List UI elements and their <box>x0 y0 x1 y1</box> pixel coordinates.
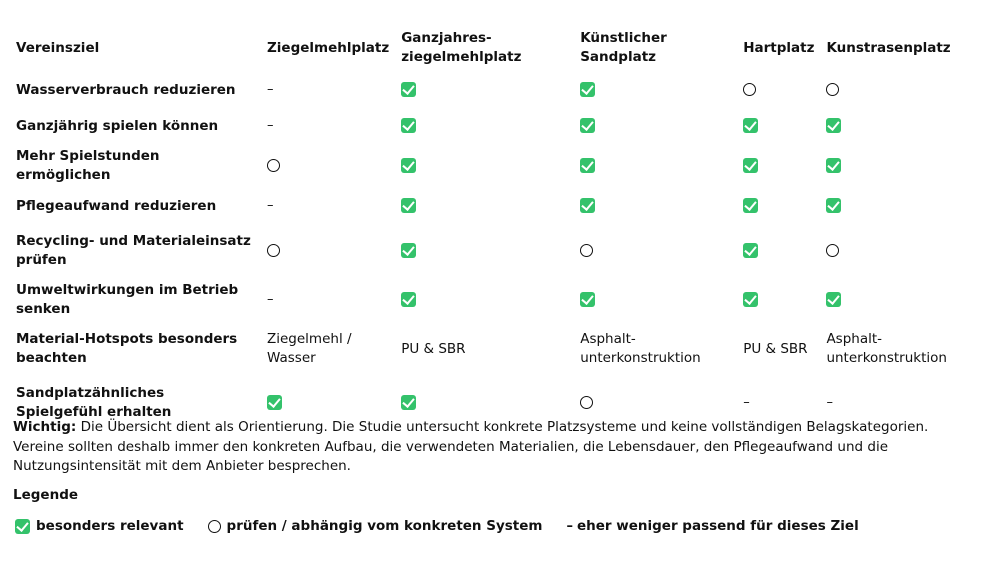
rating-cell <box>261 278 395 322</box>
circle-icon <box>826 244 839 257</box>
material-text: PU & SBR <box>401 340 466 357</box>
checkmark-icon <box>580 118 595 133</box>
checkmark-icon <box>826 158 841 173</box>
checkmark-icon <box>743 198 758 213</box>
goal-cell: Ganzjährig spielen können <box>16 117 219 134</box>
legend-item-dash <box>566 518 858 534</box>
rating-cell <box>820 278 960 322</box>
goal-cell: Wasserverbrauch reduzieren <box>16 81 236 98</box>
rating-cell <box>737 224 820 278</box>
table-row <box>10 278 960 322</box>
table-row <box>10 108 960 144</box>
circle-icon <box>208 520 221 533</box>
rating-cell <box>395 188 574 224</box>
checkmark-icon <box>743 118 758 133</box>
goal-cell: Sandplatzähnliches Spielgefühl erhalten <box>16 385 172 420</box>
rating-cell <box>395 278 574 322</box>
rating-cell <box>261 108 395 144</box>
legend-title: Legende <box>13 487 79 503</box>
checkmark-icon <box>401 118 416 133</box>
rating-cell <box>737 72 820 108</box>
table-row <box>10 72 960 108</box>
checkmark-icon <box>580 292 595 307</box>
checkmark-icon <box>401 243 416 258</box>
material-text: Asphalt- unterkonstruktion <box>580 331 701 366</box>
rating-cell <box>395 224 574 278</box>
circle-icon <box>267 159 280 172</box>
important-note <box>13 418 973 477</box>
checkmark-icon <box>743 243 758 258</box>
rating-cell <box>261 144 395 188</box>
rating-cell <box>261 224 395 278</box>
checkmark-icon <box>743 292 758 307</box>
rating-cell <box>395 144 574 188</box>
goal-cell: Mehr Spielstunden ermöglichen <box>16 148 160 183</box>
column-header-0: Vereinsziel <box>16 39 100 56</box>
rating-cell <box>820 322 960 376</box>
table-row <box>10 144 960 188</box>
goal-surface-table <box>10 24 960 430</box>
checkmark-icon <box>401 395 416 410</box>
legend-check-label: besonders relevant <box>36 518 184 534</box>
note-label: Wichtig: <box>13 419 77 435</box>
legend-dash-label: eher weniger passend für dieses Ziel <box>576 518 859 534</box>
legend <box>15 518 883 534</box>
rating-cell <box>737 188 820 224</box>
rating-cell <box>574 72 737 108</box>
rating-cell <box>574 278 737 322</box>
rating-cell <box>737 322 820 376</box>
material-text: Ziegelmehl / Wasser <box>267 331 352 366</box>
circle-icon <box>826 83 839 96</box>
column-header-3: Künstlicher Sandplatz <box>580 30 667 65</box>
rating-cell <box>261 322 395 376</box>
circle-icon <box>267 244 280 257</box>
checkmark-icon <box>267 395 282 410</box>
legend-circle-label: prüfen / abhängig vom konkreten System <box>226 518 543 534</box>
dash-icon: – <box>743 395 750 411</box>
rating-cell <box>820 188 960 224</box>
table-header-row <box>10 24 960 72</box>
checkmark-icon <box>826 292 841 307</box>
circle-icon <box>580 396 593 409</box>
dash-icon: – <box>566 518 573 534</box>
rating-cell <box>820 108 960 144</box>
checkmark-icon <box>826 198 841 213</box>
checkmark-icon <box>401 292 416 307</box>
dash-icon: – <box>267 118 274 134</box>
rating-cell <box>820 72 960 108</box>
rating-cell <box>395 72 574 108</box>
checkmark-icon <box>15 519 30 534</box>
legend-item-check <box>15 518 184 534</box>
checkmark-icon <box>580 82 595 97</box>
checkmark-icon <box>743 158 758 173</box>
rating-cell <box>737 108 820 144</box>
rating-cell <box>261 188 395 224</box>
rating-cell <box>574 108 737 144</box>
circle-icon <box>743 83 756 96</box>
checkmark-icon <box>401 82 416 97</box>
table-row <box>10 322 960 376</box>
dash-icon: – <box>826 395 833 411</box>
rating-cell <box>737 278 820 322</box>
checkmark-icon <box>580 158 595 173</box>
rating-cell <box>820 144 960 188</box>
rating-cell <box>574 144 737 188</box>
goal-cell: Recycling- und Materialeinsatz prüfen <box>16 233 251 268</box>
goal-cell: Pflegeaufwand reduzieren <box>16 197 217 214</box>
table-row <box>10 188 960 224</box>
checkmark-icon <box>580 198 595 213</box>
rating-cell <box>574 224 737 278</box>
checkmark-icon <box>826 118 841 133</box>
rating-cell <box>261 72 395 108</box>
table-row <box>10 224 960 278</box>
rating-cell <box>395 108 574 144</box>
goal-cell: Umweltwirkungen im Betrieb senken <box>16 282 239 317</box>
column-header-1: Ziegelmehlplatz <box>267 39 390 56</box>
goal-cell: Material-Hotspots besonders beachten <box>16 331 238 366</box>
circle-icon <box>580 244 593 257</box>
rating-cell <box>737 144 820 188</box>
dash-icon: – <box>267 198 274 214</box>
dash-icon: – <box>267 82 274 98</box>
material-text: Asphalt- unterkonstruktion <box>826 331 947 366</box>
legend-item-circle <box>208 518 543 534</box>
material-text: PU & SBR <box>743 340 808 357</box>
rating-cell <box>574 188 737 224</box>
table-body <box>10 72 960 430</box>
column-header-2: Ganzjahres- ziegelmehlplatz <box>401 30 522 65</box>
rating-cell <box>820 224 960 278</box>
rating-cell <box>574 322 737 376</box>
column-header-5: Kunstrasenplatz <box>826 39 951 56</box>
checkmark-icon <box>401 158 416 173</box>
checkmark-icon <box>401 198 416 213</box>
note-text: Die Übersicht dient als Orientierung. Die Studie untersucht konkrete Platzsysteme und keine vollständigen Belagskategorien. Vereine sollten deshalb immer den konkreten Aufbau, die verwendeten Materialien, die Lebensdauer, den Pflegeaufwand und die Nutzungsintensität mit dem Anbieter besprechen. <box>13 419 929 474</box>
rating-cell <box>395 322 574 376</box>
dash-icon: – <box>267 292 274 308</box>
column-header-4: Hartplatz <box>743 39 815 56</box>
